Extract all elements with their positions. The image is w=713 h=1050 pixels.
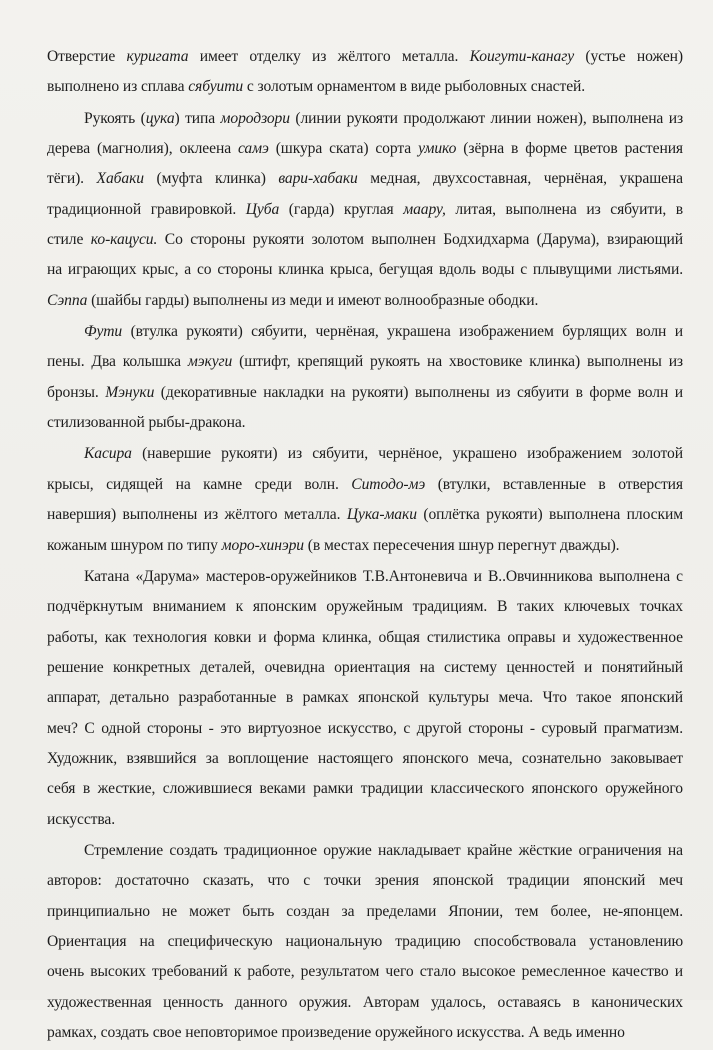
text-run: Катана «Дарума» мастеров-оружейников Т.В.Антоневича и В..Овчинникова выполнена с — [84, 567, 683, 585]
italic-term: самэ — [237, 140, 269, 158]
text-run: (зёрна в форме цветов растения — [456, 140, 684, 158]
text-run: очень высоких требований к работе, результатом чего стало высокое ремесленное качество и — [47, 963, 683, 981]
text-line — [47, 625, 683, 655]
text-run: (муфта клинка) — [143, 170, 279, 188]
text-run: крысы, сидящей на камне среди волн. — [47, 475, 352, 493]
italic-term: Сэппа — [47, 291, 88, 309]
text-run: имеет отделку из жёлтого металла. — [188, 48, 470, 65]
text-run: (декоративные накладки на рукояти) выполнены из сябуити в форме волн и — [154, 383, 683, 401]
text-run: (навершие рукояти) из сябуити, чернёное, украшено изображением золотой — [131, 445, 683, 463]
text-run: авторов: достаточно сказать, что с точки зрения японской традиции японский меч — [47, 872, 683, 890]
paragraph — [47, 106, 683, 318]
text-line — [47, 472, 683, 502]
italic-term: Касира — [84, 445, 132, 463]
text-run: себя в жесткие, сложившиеся веками рамки традиции классического японского оружейного — [47, 780, 683, 798]
text-line — [47, 776, 683, 806]
text-run: пены. Два колышка — [47, 353, 188, 371]
paragraph — [47, 319, 683, 440]
text-run: Ориентация на специфическую национальную традицию способствовала установлению — [47, 932, 683, 950]
italic-term: умико — [418, 140, 457, 158]
text-line — [47, 106, 683, 136]
text-run: (гарда) круглая — [279, 200, 404, 218]
text-run: ) типа — [174, 109, 221, 127]
text-run: решение конкретных деталей, очевидна ориентация на систему ценностей и понятийный — [47, 658, 683, 676]
text-run: аппарат, детально разработанные в рамках японской культуры меча. Что такое японский — [47, 689, 683, 707]
text-run: Стремление создать традиционное оружие накладывает крайне жёсткие ограничения на — [84, 841, 683, 859]
text-line — [47, 349, 683, 379]
italic-term: моро-хинэри — [221, 536, 304, 554]
text-run: кожаным шнуром по типу — [47, 536, 222, 554]
text-line — [47, 685, 683, 715]
text-run: (линии рукояти продолжают линии ножен), выполнена из — [289, 109, 684, 127]
text-run: (втулка рукояти) сябуити, чернёная, украшена изображением бурлящих волн и — [122, 323, 683, 341]
text-line — [47, 959, 683, 989]
paragraph — [47, 441, 683, 562]
text-line — [47, 838, 683, 868]
text-run: бронзы. — [47, 383, 106, 401]
document-body — [47, 44, 683, 1050]
text-line — [47, 746, 683, 776]
text-line — [47, 319, 683, 349]
italic-term: цука — [145, 109, 175, 127]
text-run: навершия) выполнены из жёлтого металла. — [47, 506, 347, 524]
text-line — [47, 227, 683, 257]
text-line — [47, 594, 683, 624]
text-line — [47, 868, 683, 898]
italic-term: маару, — [403, 200, 446, 218]
text-run: на играющих крыс, а со стороны клинка крыса, бегущая вдоль воды с плывущими листьями. — [47, 261, 683, 279]
text-run: Отверстие — [47, 48, 127, 65]
italic-term: Ситодо-мэ — [351, 475, 426, 493]
text-line — [47, 533, 683, 563]
text-run: (оплётка рукояти) выполнена плоским — [416, 506, 683, 524]
text-run: Художник, взявшийся за воплощение настоящего японского меча, сознательно заковывает — [47, 749, 683, 767]
text-line — [47, 655, 683, 685]
text-line — [47, 257, 683, 287]
text-run: с золотым орнаментом в виде рыболовных снастей. — [243, 78, 586, 96]
text-run: Рукоять ( — [84, 109, 146, 127]
text-run: (штифт, крепящий рукоять на хвостовике клинка) выполнены из — [232, 353, 683, 371]
text-line — [47, 136, 683, 166]
text-run: (втулки, вставленные в отверстия — [425, 475, 683, 493]
text-run: выполнено из сплава — [47, 78, 189, 96]
text-run: стилизованной рыбы-дракона. — [47, 414, 246, 432]
text-run: художественная ценность данного оружия. Авторам удалось, оставаясь в канонических — [47, 993, 683, 1011]
text-line — [47, 197, 683, 227]
text-run: Со стороны рукояти золотом выполнен Бодхидхарма (Дарума), взирающий — [157, 231, 683, 249]
paragraph — [47, 838, 683, 1050]
text-run: литая, выполнена из сябуити, в — [445, 200, 683, 218]
text-run: стиле — [47, 231, 91, 249]
text-run: работы, как технология ковки и форма клинка, общая стилистика оправы и художественное — [47, 628, 683, 646]
text-run: (шайбы гарды) выполнены из меди и имеют волнообразные ободки. — [87, 291, 539, 309]
italic-term: мородзори — [220, 109, 290, 127]
text-run: медная, двухсоставная, чернёная, украшена — [357, 170, 683, 188]
text-run: подчёркнутым вниманием к японским оружейным традициям. В таких ключевых точках — [47, 598, 683, 616]
italic-term: Мэнуки — [105, 383, 155, 401]
italic-term: сябуити — [188, 78, 244, 96]
text-line — [47, 380, 683, 410]
text-run: искусства. — [47, 810, 116, 828]
text-run: традиционной гравировкой. — [47, 200, 246, 218]
text-line — [47, 1020, 683, 1050]
text-line — [47, 929, 683, 959]
text-run: (в местах пересечения шнур перегнут дважды). — [304, 536, 620, 554]
text-line — [47, 716, 683, 746]
text-run: тёги). — [47, 170, 97, 188]
italic-term: куригата — [126, 48, 189, 65]
italic-term: мэкуги — [187, 353, 233, 371]
italic-term: Коигути-канагу — [469, 48, 575, 65]
text-line — [47, 990, 683, 1020]
text-line — [47, 74, 683, 104]
text-line — [47, 807, 683, 837]
text-line — [47, 502, 683, 532]
text-line — [47, 288, 683, 318]
text-line — [47, 564, 683, 594]
text-run: меч? С одной стороны - это виртуозное искусство, с другой стороны - суровый прагматизм. — [47, 719, 683, 737]
paragraph — [47, 564, 683, 837]
italic-term: ко-кацуси. — [90, 231, 158, 249]
text-run: принципиально не может быть создан за пределами Японии, тем более, не-японцем. — [47, 902, 683, 920]
text-line — [47, 44, 683, 74]
text-line — [47, 166, 683, 196]
italic-term: Фути — [84, 323, 123, 341]
italic-term: Хабаки — [96, 170, 144, 188]
text-run: (устье ножен) — [574, 48, 684, 65]
italic-term: Цука-маки — [346, 506, 417, 524]
text-line — [47, 441, 683, 471]
text-line — [47, 410, 683, 440]
text-line — [47, 899, 683, 929]
italic-term: Цуба — [245, 200, 280, 218]
italic-term: вари-хабаки — [278, 170, 358, 188]
text-run: рамках, создать свое неповторимое произведение оружейного искусства. А ведь именно — [47, 1024, 625, 1041]
text-run: дерева (магнолия), оклеена — [47, 140, 238, 158]
text-run: (шкура ската) сорта — [268, 140, 419, 158]
paragraph — [47, 44, 683, 105]
